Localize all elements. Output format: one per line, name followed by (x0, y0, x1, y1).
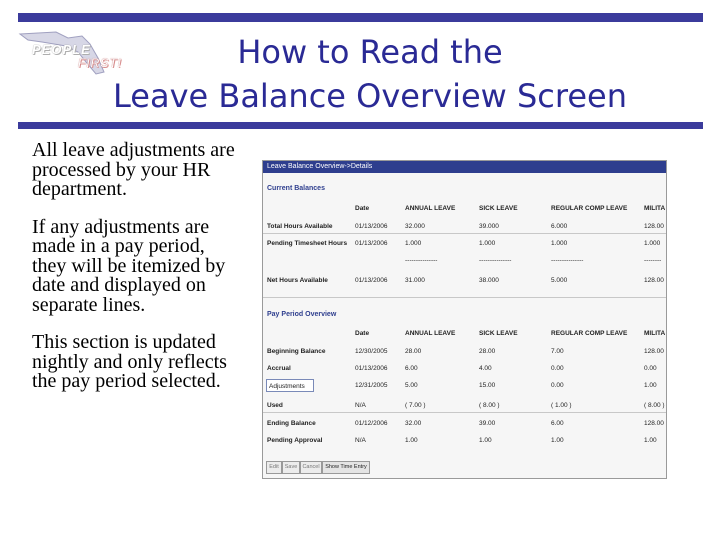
total-separator: --------------- (405, 257, 438, 264)
title-line-1: How to Read the (237, 33, 503, 71)
top-rule (18, 13, 703, 22)
col-header-sick: SICK LEAVE (479, 330, 518, 337)
row-label: Used (267, 402, 283, 409)
cell: 128.00 (644, 348, 664, 355)
cell: 12/30/2005 (355, 348, 388, 355)
col-header-military: MILITA (644, 330, 666, 337)
cell: 5.00 (405, 382, 418, 389)
explanation-text (32, 141, 242, 410)
row-label: Ending Balance (267, 420, 316, 427)
cell: 5.000 (551, 277, 568, 284)
row-label: Pending Approval (267, 437, 323, 444)
save-button[interactable]: Save (282, 461, 300, 474)
row-label: Total Hours Available (267, 223, 333, 230)
pay-period-title: Pay Period Overview (267, 311, 337, 318)
cell: 128.00 (644, 223, 664, 230)
paragraph-2: If any adjustments are made in a pay period, they will be itemized by date and displayed on separate lines. (32, 215, 226, 316)
cell: ( 8.00 ) (644, 402, 665, 409)
adjustments-row-link[interactable]: Adjustments (266, 379, 314, 392)
cell: 1.00 (644, 382, 657, 389)
cell: 1.00 (644, 437, 657, 444)
cell: 6.000 (551, 223, 568, 230)
total-separator: -------- (644, 257, 662, 264)
leave-balance-screenshot (262, 160, 667, 479)
cell: 0.00 (644, 365, 657, 372)
cell: N/A (355, 437, 366, 444)
cell: 32.000 (405, 223, 425, 230)
cell: 0.00 (551, 382, 564, 389)
cell: 4.00 (479, 365, 492, 372)
cell: 128.00 (644, 420, 664, 427)
logo-text-first: FIRST! (78, 56, 122, 70)
cancel-button[interactable]: Cancel (300, 461, 322, 474)
col-header-military: MILITA (644, 205, 666, 212)
slide-title (60, 30, 680, 118)
col-header-annual: ANNUAL LEAVE (405, 330, 456, 337)
row-label: Net Hours Available (267, 277, 328, 284)
col-header-date: Date (355, 205, 370, 212)
cell: 1.000 (479, 240, 496, 247)
title-line-2: Leave Balance Overview Screen (113, 77, 627, 115)
cell: 12/31/2005 (355, 382, 388, 389)
section-divider (263, 297, 666, 298)
cell: 1.00 (479, 437, 492, 444)
col-header-comp: REGULAR COMP LEAVE (551, 330, 628, 337)
logo-text-people: PEOPLE (32, 42, 91, 57)
row-label: Pending Timesheet Hours (267, 240, 348, 247)
cell: 128.00 (644, 277, 664, 284)
row-divider (263, 233, 666, 234)
cell: 1.000 (405, 240, 422, 247)
cell: 15.00 (479, 382, 496, 389)
total-separator: --------------- (479, 257, 512, 264)
cell: 01/13/2006 (355, 240, 388, 247)
cell: 1.000 (551, 240, 568, 247)
col-header-date: Date (355, 330, 370, 337)
cell: 31.000 (405, 277, 425, 284)
cell: 32.00 (405, 420, 422, 427)
cell: 0.00 (551, 365, 564, 372)
cell: 01/13/2006 (355, 223, 388, 230)
cell: 39.000 (479, 223, 499, 230)
cell: N/A (355, 402, 366, 409)
cell: 1.00 (551, 437, 564, 444)
current-balances-title: Current Balances (267, 185, 325, 192)
col-header-annual: ANNUAL LEAVE (405, 205, 456, 212)
show-time-entry-button[interactable]: Show Time Entry (322, 461, 370, 474)
cell: 01/13/2006 (355, 365, 388, 372)
paragraph-3: This section is updated nightly and only reflects the pay period selected. (32, 331, 227, 392)
cell: 6.00 (405, 365, 418, 372)
cell: 1.000 (644, 240, 661, 247)
cell: 39.00 (479, 420, 496, 427)
cell: 28.00 (405, 348, 422, 355)
paragraph-1: All leave adjustments are processed by your HR department. (32, 139, 235, 200)
cell: 01/13/2006 (355, 277, 388, 284)
total-separator: --------------- (551, 257, 584, 264)
title-underline-rule (18, 122, 703, 129)
cell: 7.00 (551, 348, 564, 355)
row-label: Accrual (267, 365, 291, 372)
cell: 6.00 (551, 420, 564, 427)
screen-header: Leave Balance Overview->Details (263, 161, 666, 173)
col-header-sick: SICK LEAVE (479, 205, 518, 212)
row-label: Beginning Balance (267, 348, 326, 355)
edit-button[interactable]: Edit (266, 461, 282, 474)
cell: 38.000 (479, 277, 499, 284)
cell: 28.00 (479, 348, 496, 355)
cell: ( 8.00 ) (479, 402, 500, 409)
cell: 1.00 (405, 437, 418, 444)
row-divider (263, 412, 666, 413)
cell: ( 7.00 ) (405, 402, 426, 409)
cell: ( 1.00 ) (551, 402, 572, 409)
cell: 01/12/2006 (355, 420, 388, 427)
col-header-comp: REGULAR COMP LEAVE (551, 205, 628, 212)
